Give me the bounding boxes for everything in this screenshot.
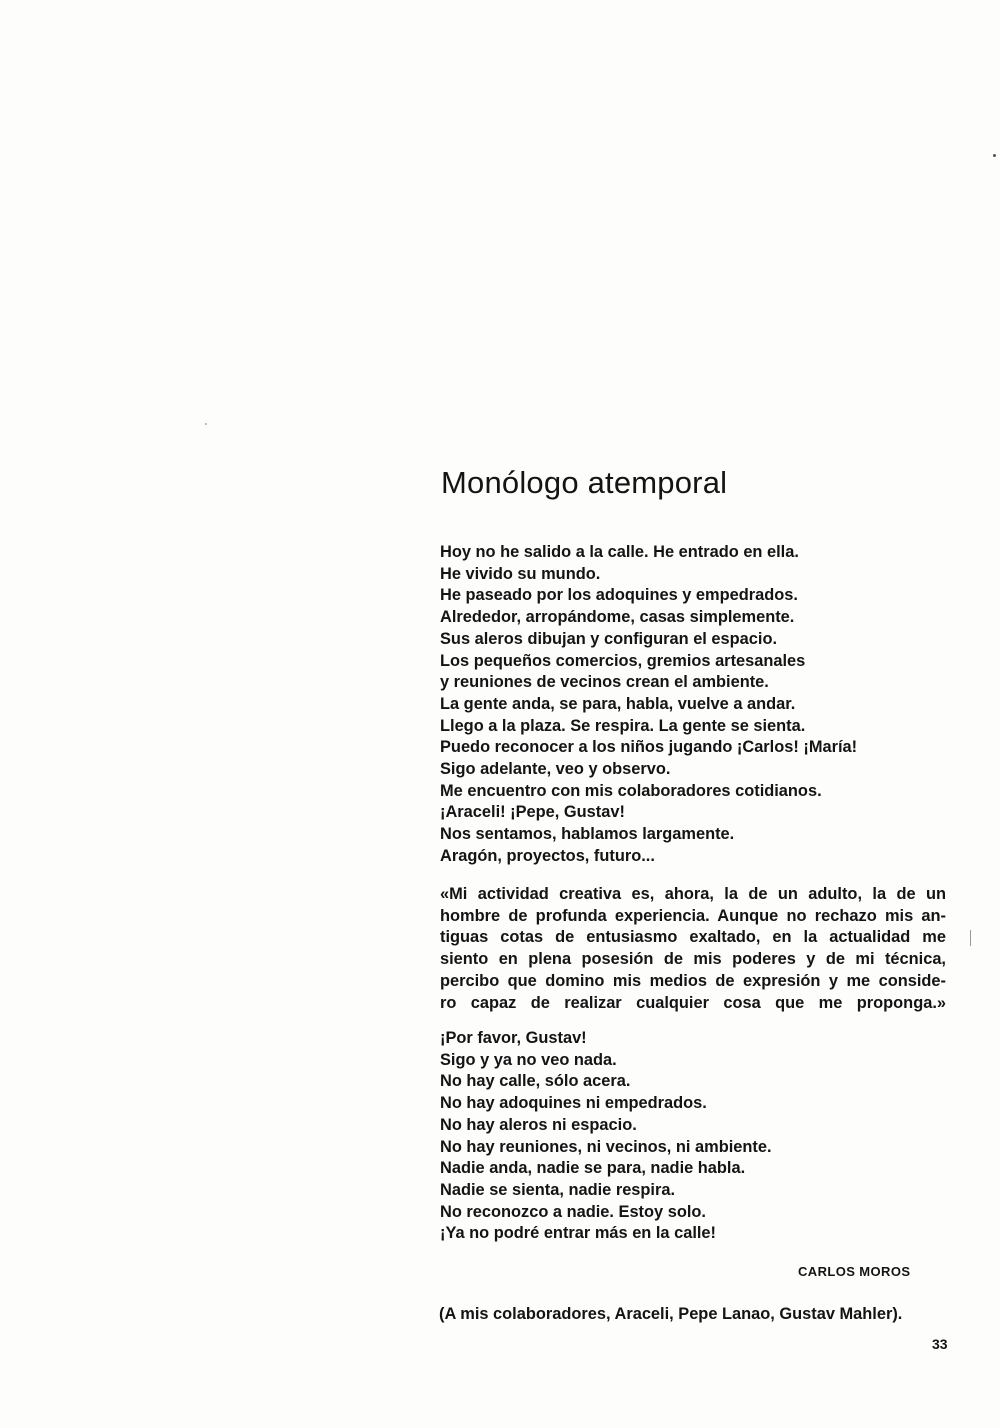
quote-line: siento en plena posesión de mis poderes y de mi técnica, xyxy=(440,950,946,969)
verse-line: ¡Ya no podré entrar más en la calle! xyxy=(440,1224,717,1243)
quote-line: ro capaz de realizar cualquier cosa que me proponga.» xyxy=(440,993,946,1012)
verse-line: Sus aleros dibujan y configuran el espacio. xyxy=(440,629,778,648)
verse-line: Los pequeños comercios, gremios artesanales xyxy=(440,651,806,670)
verse-line: Nos sentamos, hablamos largamente. xyxy=(440,825,735,844)
verse-line: Aragón, proyectos, futuro... xyxy=(440,846,655,865)
verse-line: Me encuentro con mis colaboradores cotidianos. xyxy=(440,781,822,800)
verse-line: Sigo y ya no veo nada. xyxy=(440,1050,617,1069)
stanza-opening xyxy=(440,542,857,868)
print-speck xyxy=(993,154,996,157)
verse-line: Llego a la plaza. Se respira. La gente se sienta. xyxy=(440,716,806,735)
verse-line: ¡Por favor, Gustav! xyxy=(440,1029,587,1047)
verse-line: No hay aleros ni espacio. xyxy=(440,1115,637,1134)
quote-paragraph xyxy=(440,884,946,1014)
page-number: 33 xyxy=(932,1336,948,1352)
verse-line: He paseado por los adoquines y empedrados. xyxy=(440,586,798,605)
page-title: Monólogo atemporal xyxy=(441,465,728,500)
verse-line: Sigo adelante, veo y observo. xyxy=(440,760,671,779)
verse-line: He vivido su mundo. xyxy=(440,564,601,583)
verse-line: No reconozco a nadie. Estoy solo. xyxy=(440,1202,706,1221)
verse-line: No hay reuniones, ni vecinos, ni ambiente. xyxy=(440,1137,772,1156)
verse-line: Nadie se sienta, nadie respira. xyxy=(440,1180,676,1199)
verse-line: Puedo reconocer a los niños jugando ¡Carlos! ¡María! xyxy=(440,738,858,757)
verse-line: Alrededor, arropándome, casas simplemente. xyxy=(440,608,795,627)
quote-line: «Mi actividad creativa es, ahora, la de un adulto, la de un xyxy=(440,885,946,903)
quote-line: tiguas cotas de entusiasmo exaltado, en la actualidad me xyxy=(440,928,946,947)
quote-line: percibo que domino mis medios de expresión y me conside- xyxy=(440,971,946,990)
verse-line: Hoy no he salido a la calle. He entrado en ella. xyxy=(440,543,799,561)
margin-mark xyxy=(970,930,971,946)
author-signature: CARLOS MOROS xyxy=(798,1264,911,1279)
dedication: (A mis colaboradores, Araceli, Pepe Lanao, Gustav Mahler). xyxy=(439,1305,903,1323)
verse-line: y reuniones de vecinos crean el ambiente. xyxy=(440,673,769,692)
verse-line: No hay calle, sólo acera. xyxy=(440,1072,631,1091)
print-speck xyxy=(205,423,207,425)
stanza-closing xyxy=(440,1028,772,1245)
verse-line: ¡Araceli! ¡Pepe, Gustav! xyxy=(440,803,625,822)
verse-line: La gente anda, se para, habla, vuelve a andar. xyxy=(440,694,796,713)
verse-line: Nadie anda, nadie se para, nadie habla. xyxy=(440,1159,746,1178)
quote-line: hombre de profunda experiencia. Aunque no rechazo mis an- xyxy=(440,906,946,925)
verse-line: No hay adoquines ni empedrados. xyxy=(440,1094,707,1113)
